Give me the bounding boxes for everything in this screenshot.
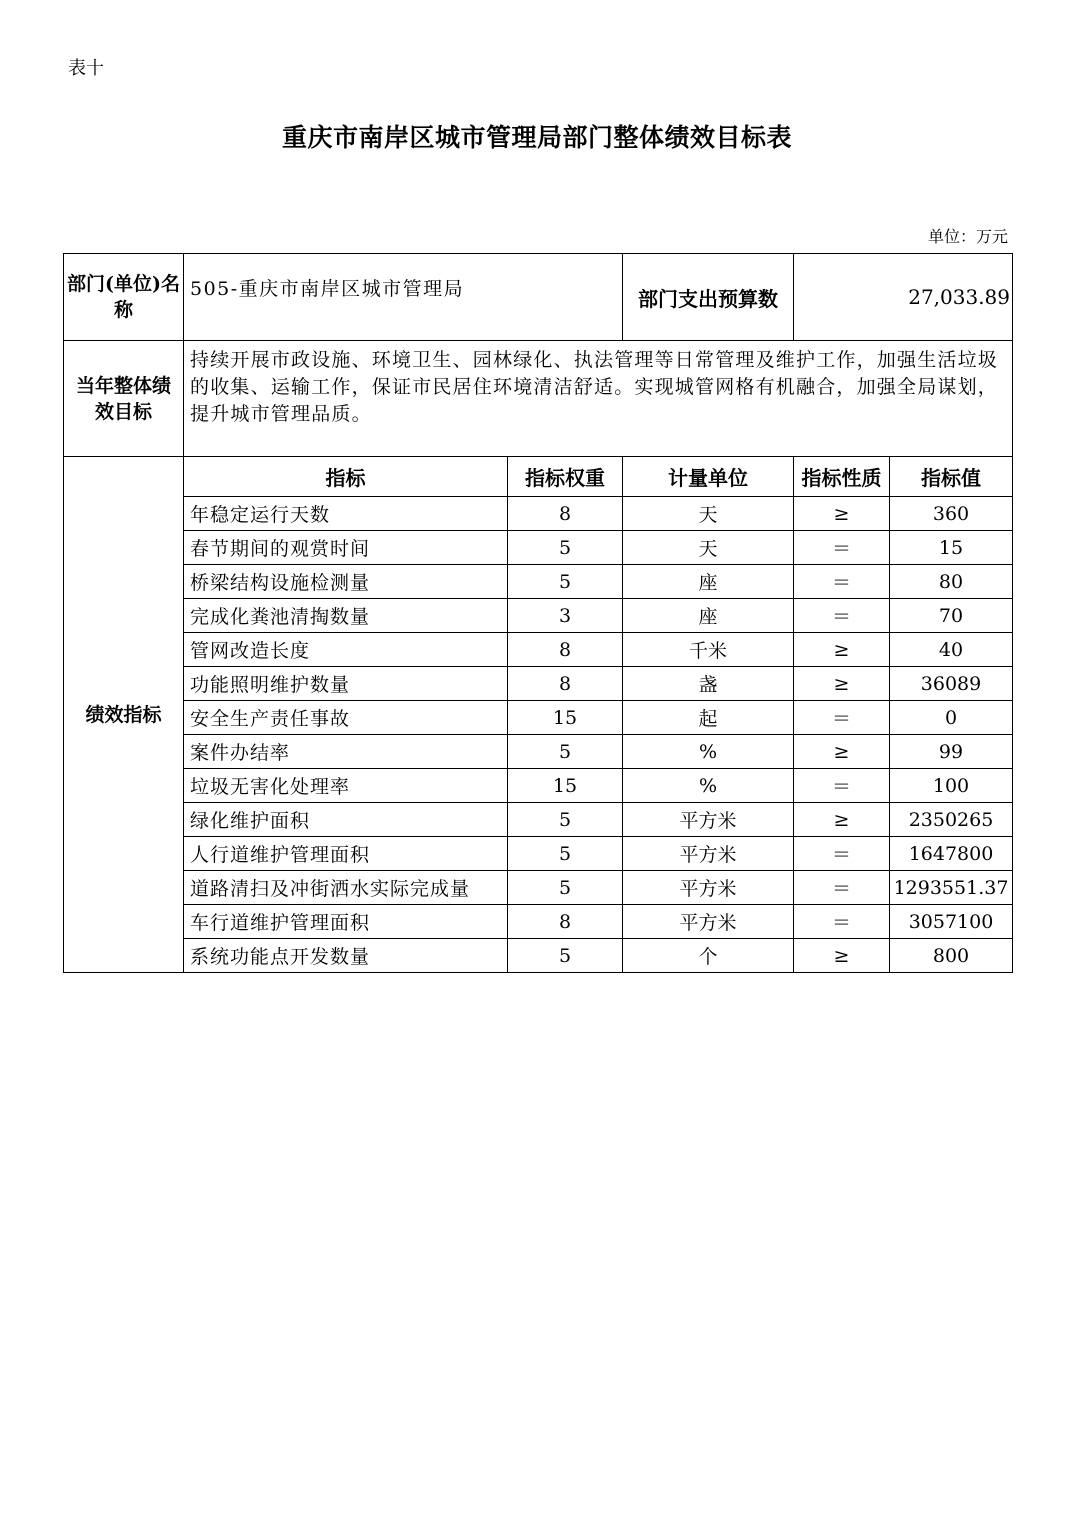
nature-cell: ＝ [794,599,890,633]
page-title: 重庆市南岸区城市管理局部门整体绩效目标表 [281,123,792,152]
weight-cell: 15 [508,769,623,803]
dept-name: 505-重庆市南岸区城市管理局 [184,254,623,341]
table-row [64,735,1013,769]
value-cell: 80 [890,565,1013,599]
indicator-cell: 人行道维护管理面积 [184,837,508,871]
unit-cell: 平方米 [623,871,794,905]
table-row [64,939,1013,973]
table-row [64,565,1013,599]
performance-table [63,253,1013,973]
weight-cell: 8 [508,667,623,701]
unit-cell: % [623,769,794,803]
table-row [64,667,1013,701]
weight-cell: 5 [508,531,623,565]
indicator-cell: 系统功能点开发数量 [184,939,508,973]
table-row [64,599,1013,633]
dept-row [64,254,1013,341]
indicator-cell: 春节期间的观赏时间 [184,531,508,565]
weight-cell: 5 [508,803,623,837]
value-cell: 3057100 [890,905,1013,939]
unit-cell: 平方米 [623,803,794,837]
weight-cell: 5 [508,871,623,905]
indicator-cell: 垃圾无害化处理率 [184,769,508,803]
nature-cell: ＝ [794,531,890,565]
weight-cell: 8 [508,497,623,531]
weight-cell: 8 [508,633,623,667]
header-value: 指标值 [890,457,1013,497]
dept-label: 部门(单位)名称 [64,254,184,341]
table-row [64,701,1013,735]
value-cell: 800 [890,939,1013,973]
header-unit: 计量单位 [623,457,794,497]
table-row [64,871,1013,905]
table-row [64,633,1013,667]
budget-label: 部门支出预算数 [623,254,794,341]
nature-cell: ≥ [794,735,890,769]
unit-cell: 天 [623,497,794,531]
table-row [64,769,1013,803]
nature-cell: ≥ [794,667,890,701]
indicator-header-row [64,457,1013,497]
table-row [64,497,1013,531]
goal-text: 持续开展市政设施、环境卫生、园林绿化、执法管理等日常管理及维护工作，加强生活垃圾的收集、运输工作，保证市民居住环境清洁舒适。实现城管网格有机融合，加强全局谋划，提升城市管理品质。 [184,341,1013,457]
weight-cell: 5 [508,565,623,599]
unit-cell: 盏 [623,667,794,701]
value-cell: 360 [890,497,1013,531]
budget-value: 27,033.89 [794,254,1013,341]
nature-cell: ＝ [794,701,890,735]
indicator-cell: 桥梁结构设施检测量 [184,565,508,599]
value-cell: 100 [890,769,1013,803]
value-cell: 0 [890,701,1013,735]
indicator-cell: 道路清扫及冲街洒水实际完成量 [184,871,508,905]
value-cell: 1647800 [890,837,1013,871]
indicator-cell: 管网改造长度 [184,633,508,667]
indicator-cell: 功能照明维护数量 [184,667,508,701]
value-cell: 70 [890,599,1013,633]
goal-label: 当年整体绩效目标 [64,341,184,457]
value-cell: 15 [890,531,1013,565]
weight-cell: 5 [508,735,623,769]
nature-cell: ≥ [794,803,890,837]
table-row [64,905,1013,939]
unit-cell: 起 [623,701,794,735]
nature-cell: ＝ [794,769,890,803]
value-cell: 36089 [890,667,1013,701]
unit-cell: 个 [623,939,794,973]
unit-cell: 平方米 [623,837,794,871]
indicator-cell: 年稳定运行天数 [184,497,508,531]
perf-label: 绩效指标 [64,457,184,973]
weight-cell: 15 [508,701,623,735]
nature-cell: ＝ [794,565,890,599]
table-row [64,837,1013,871]
value-cell: 99 [890,735,1013,769]
nature-cell: ≥ [794,633,890,667]
unit-cell: 千米 [623,633,794,667]
table-number: 表十 [68,58,104,79]
unit-cell: 座 [623,599,794,633]
weight-cell: 5 [508,837,623,871]
value-cell: 1293551.37 [890,871,1013,905]
goal-row [64,341,1013,457]
unit-cell: 平方米 [623,905,794,939]
unit-cell: 座 [623,565,794,599]
indicator-cell: 安全生产责任事故 [184,701,508,735]
value-cell: 2350265 [890,803,1013,837]
unit-cell: % [623,735,794,769]
header-indicator: 指标 [184,457,508,497]
indicator-cell: 完成化粪池清掏数量 [184,599,508,633]
nature-cell: ≥ [794,939,890,973]
weight-cell: 5 [508,939,623,973]
unit-note: 单位：万元 [927,227,1008,246]
weight-cell: 8 [508,905,623,939]
indicator-cell: 车行道维护管理面积 [184,905,508,939]
value-cell: 40 [890,633,1013,667]
header-nature: 指标性质 [794,457,890,497]
nature-cell: ≥ [794,497,890,531]
indicator-cell: 案件办结率 [184,735,508,769]
table-row [64,531,1013,565]
header-weight: 指标权重 [508,457,623,497]
nature-cell: ＝ [794,871,890,905]
indicator-cell: 绿化维护面积 [184,803,508,837]
unit-cell: 天 [623,531,794,565]
nature-cell: ＝ [794,905,890,939]
weight-cell: 3 [508,599,623,633]
table-row [64,803,1013,837]
nature-cell: ＝ [794,837,890,871]
